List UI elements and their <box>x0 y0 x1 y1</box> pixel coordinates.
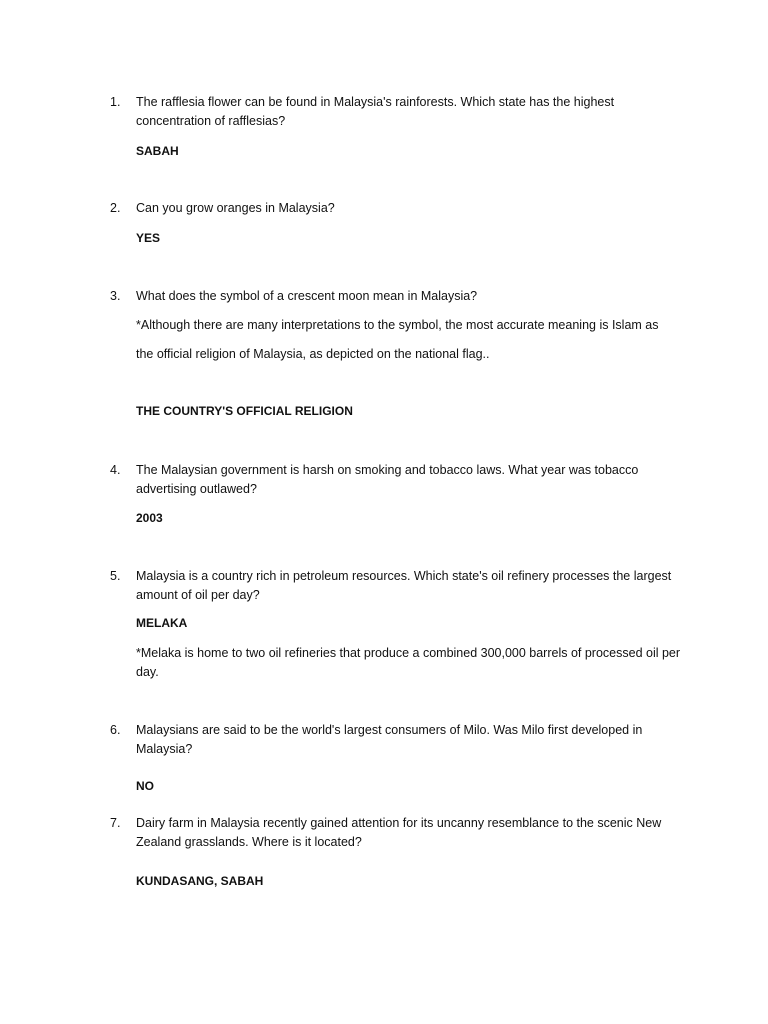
question-4 <box>110 461 680 499</box>
question-number: 4. <box>110 463 121 477</box>
answer-6: NO <box>136 779 154 793</box>
question-number: 7. <box>110 816 121 830</box>
question-6 <box>110 721 680 759</box>
question-text: The rafflesia flower can be found in Malaysia's rainforests. Which state has the highest concentration of rafflesias? <box>136 95 615 128</box>
answer-7: KUNDASANG, SABAH <box>136 874 264 888</box>
question-number: 1. <box>110 95 121 109</box>
question-text: Can you grow oranges in Malaysia? <box>136 201 335 215</box>
note-3-line-1: *Although there are many interpretations to the symbol, the most accurate meaning is Islam as <box>136 318 659 332</box>
note-5: *Melaka is home to two oil refineries that produce a combined 300,000 barrels of processed oil per day. <box>136 646 681 679</box>
answer-4: 2003 <box>136 511 163 525</box>
question-number: 3. <box>110 289 121 303</box>
note-3-line-2: the official religion of Malaysia, as depicted on the national flag.. <box>136 347 490 361</box>
answer-2: YES <box>136 231 161 245</box>
question-number: 2. <box>110 201 121 215</box>
question-1 <box>110 93 680 131</box>
question-text: The Malaysian government is harsh on smoking and tobacco laws. What year was tobacco advertising outlawed? <box>136 463 639 496</box>
question-text: Dairy farm in Malaysia recently gained attention for its uncanny resemblance to the scenic New Zealand grasslands. Where is it located? <box>136 816 662 849</box>
answer-3: THE COUNTRY'S OFFICIAL RELIGION <box>136 404 353 418</box>
question-text: Malaysia is a country rich in petroleum resources. Which state's oil refinery processes the largest amount of oil per day? <box>136 569 672 602</box>
question-3 <box>110 287 680 306</box>
question-number: 6. <box>110 723 121 737</box>
answer-5: MELAKA <box>136 616 188 630</box>
question-text: Malaysians are said to be the world's largest consumers of Milo. Was Milo first developed in Malaysia? <box>136 723 643 756</box>
answer-1: SABAH <box>136 144 179 158</box>
question-7 <box>110 814 680 852</box>
question-5 <box>110 567 680 605</box>
question-2 <box>110 199 680 218</box>
question-text: What does the symbol of a crescent moon mean in Malaysia? <box>136 289 478 303</box>
question-number: 5. <box>110 569 121 583</box>
